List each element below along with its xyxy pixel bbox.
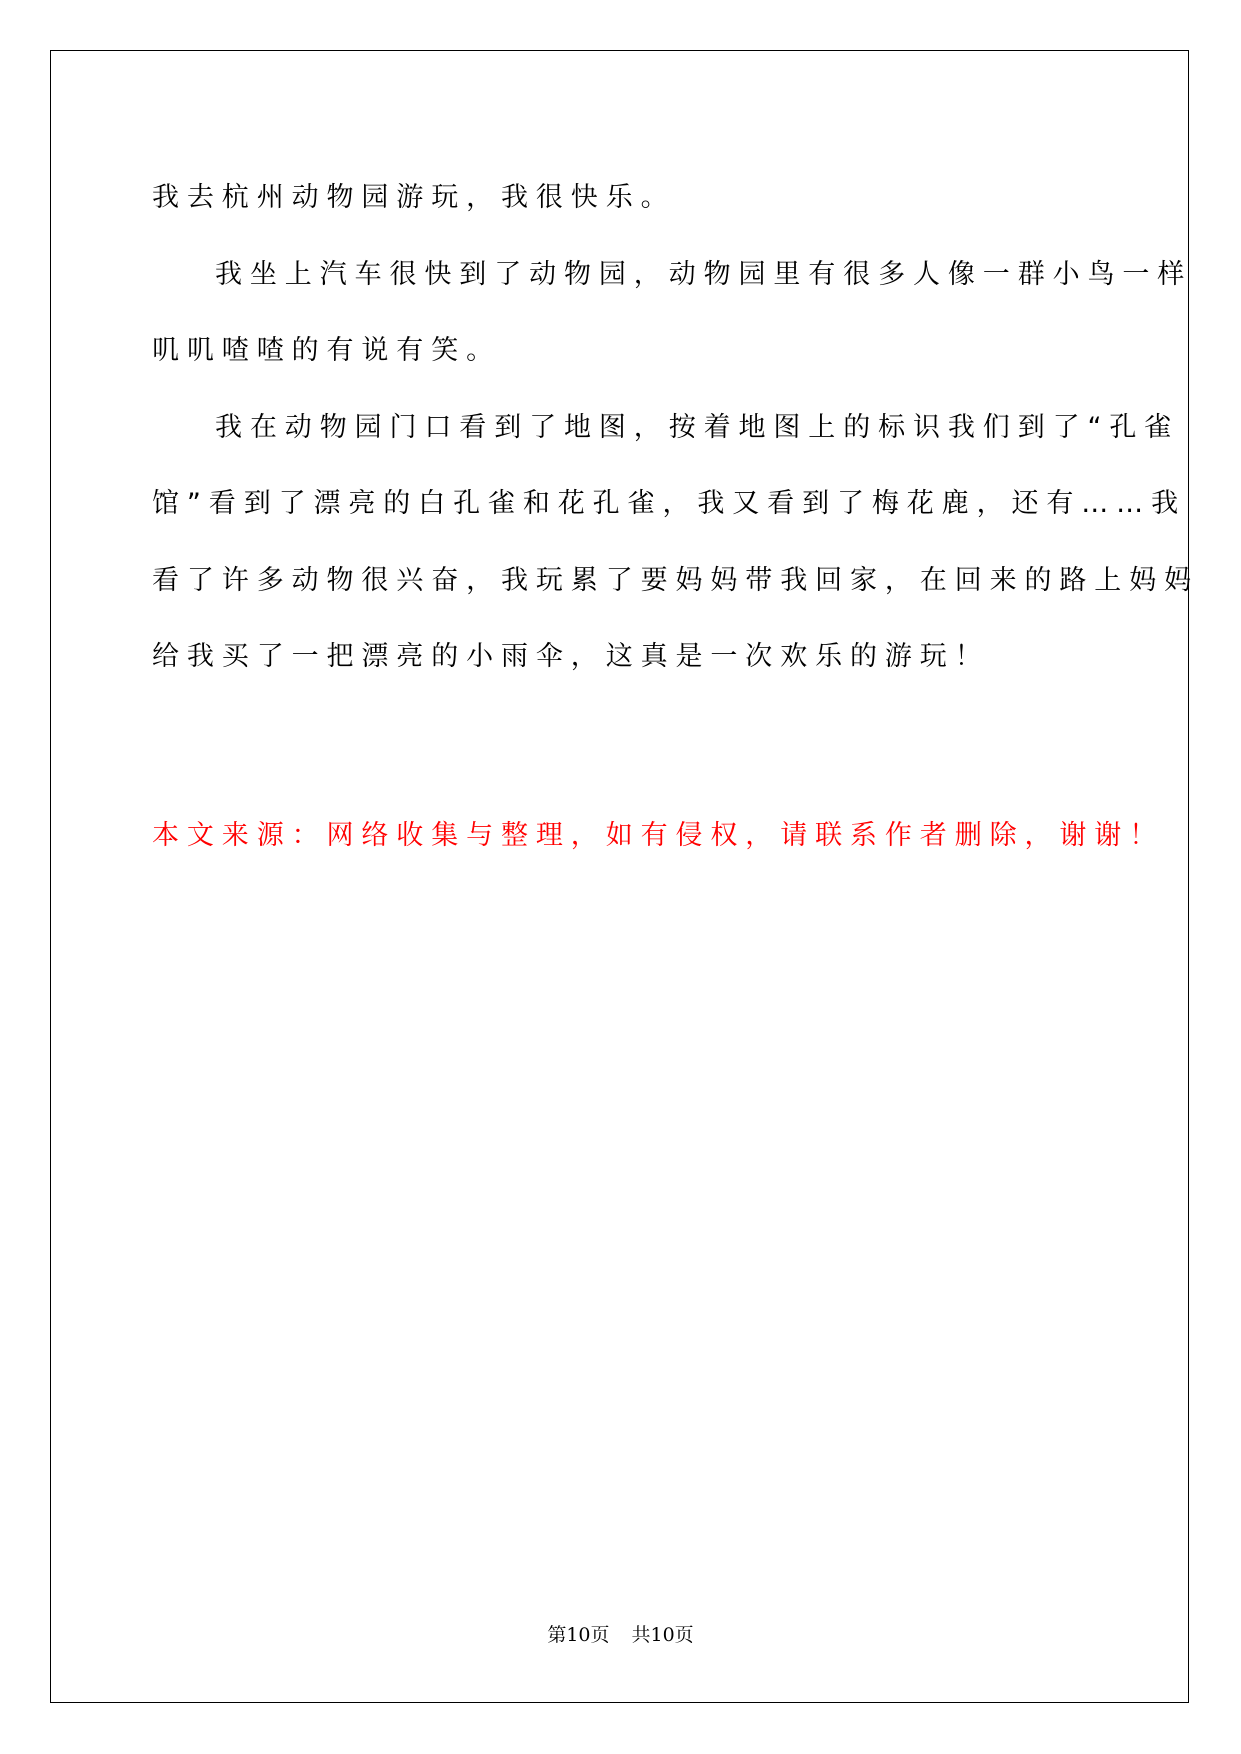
paragraph-line: 看了许多动物很兴奋，我玩累了要妈妈带我回家，在回来的路上妈妈 xyxy=(152,564,1199,596)
page-number: 第10页 xyxy=(547,1624,610,1646)
page-total: 共10页 xyxy=(631,1624,694,1646)
source-note: 本文来源：网络收集与整理，如有侵权，请联系作者删除，谢谢！ xyxy=(152,820,1165,851)
page-footer xyxy=(0,1623,1241,1647)
document-body xyxy=(152,160,1199,696)
paragraph-line: 我去杭州动物园游玩，我很快乐。 xyxy=(152,182,676,213)
paragraph-line: 我在动物园门口看到了地图，按着地图上的标识我们到了“孔雀 xyxy=(215,411,1180,443)
paragraph-line: 馆”看到了漂亮的白孔雀和花孔雀，我又看到了梅花鹿，还有……我 xyxy=(152,488,1186,519)
paragraph-line: 叽叽喳喳的有说有笑。 xyxy=(152,335,501,366)
paragraph-line: 给我买了一把漂亮的小雨伞，这真是一次欢乐的游玩！ xyxy=(152,641,990,672)
paragraph-line: 我坐上汽车很快到了动物园，动物园里有很多人像一群小鸟一样 xyxy=(215,258,1193,290)
